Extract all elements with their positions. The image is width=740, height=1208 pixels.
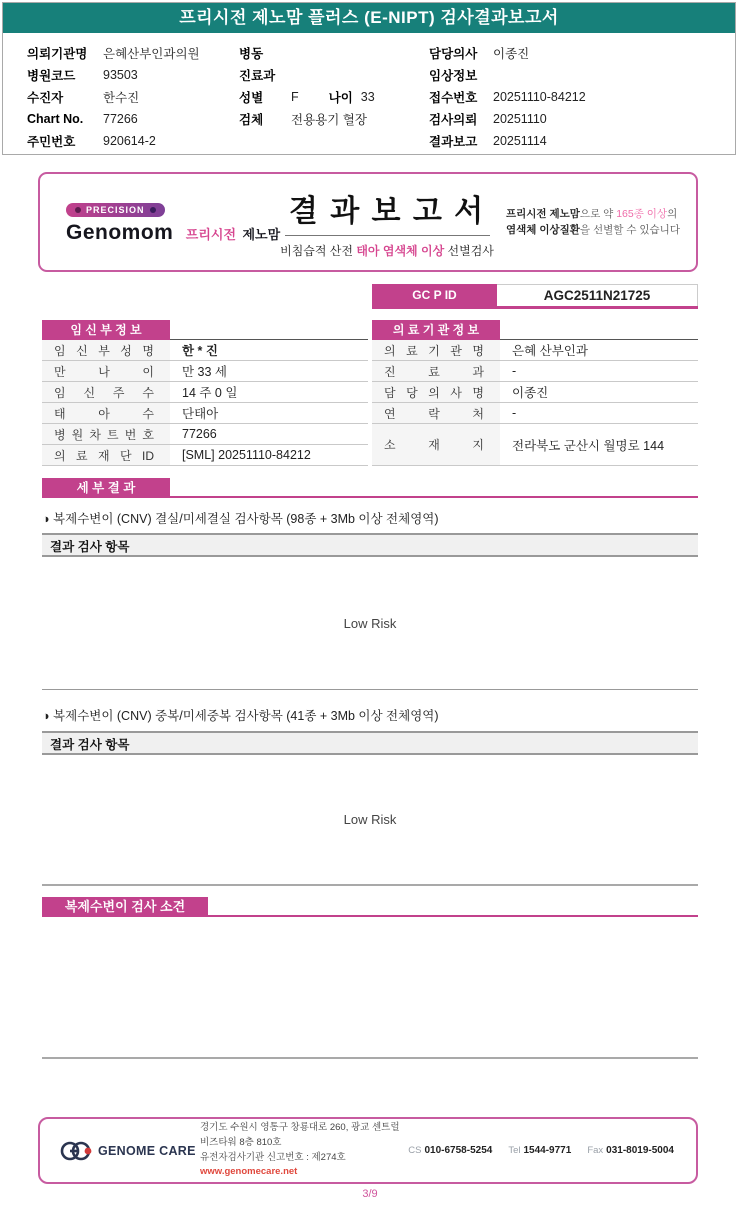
field-clinical-info: 임상정보 [429, 69, 478, 83]
cnv-duplication-heading: ◑ 복제수변이 (CNV) 중복/미세중복 검사항목 (41종 + 3Mb 이상 전체영역) [42, 709, 439, 723]
field-ward: 병동 [239, 47, 264, 61]
table-row: 소 재 지 전라북도 군산시 월명로 144 [372, 424, 698, 466]
table-row: 의 료 재 단 ID [SML] 20251110-84212 [42, 445, 368, 466]
field-chart-no: Chart No. 77266 [27, 112, 138, 126]
cnv-deletion-heading: ◑ 복제수변이 (CNV) 결실/미세결실 검사항목 (98종 + 3Mb 이상 전체영역) [42, 512, 439, 526]
brand-name: Genomom [66, 220, 174, 244]
field-request-date: 검사의뢰 20251110 [429, 112, 547, 127]
mother-table-header: 임 신 부 정 보 [42, 320, 368, 340]
field-doctor: 담당의사 이종진 [429, 47, 530, 61]
gcp-id-row [372, 284, 698, 309]
doc-subtitle: 비침습적 산전 태아 염색체 이상 선별검사 [280, 243, 494, 258]
result-report-header-box [38, 172, 698, 272]
patient-info-col2 [239, 42, 429, 152]
doc-title: 결 과 보 고 서 [288, 194, 486, 228]
table-row: 진 료 과 - [372, 361, 698, 382]
table-row: 의 료 기 관 명 은혜 산부인과 [372, 340, 698, 361]
genomom-logo [40, 200, 281, 245]
footer-address [200, 1121, 408, 1180]
risk-result-text: Low Risk [343, 812, 397, 827]
clinic-info-table [372, 320, 698, 466]
report-title-bar: 프리시전 제노맘 플러스 (E-NIPT) 검사결과보고서 [3, 3, 735, 33]
doc-title-block [268, 186, 506, 259]
precision-badge: PRECISION [66, 203, 165, 217]
detail-result-section-title: 세 부 결 과 [42, 478, 698, 498]
field-specimen: 검체 전용용기 혈장 [239, 113, 367, 127]
table-row: 태 아 수 단태아 [42, 403, 368, 424]
field-hospital-code: 병원코드 93503 [27, 68, 138, 83]
cnv-opinion-section-title: 복제수변이 검사 소견 [42, 897, 698, 917]
gcp-id-label: GC P ID [372, 284, 497, 306]
table-row: 임 신 부 성 명 한 * 진 [42, 340, 368, 361]
patient-info-grid [3, 33, 735, 152]
footer-box [38, 1117, 698, 1184]
info-tables [42, 320, 698, 466]
address-line-1: 경기도 수원시 영통구 창룡대로 260, 광교 센트럴비즈타워 8층 810호 [200, 1122, 400, 1148]
clinic-table-header: 의 료 기 관 정 보 [372, 320, 698, 340]
mother-info-table [42, 320, 368, 466]
patient-info-col1 [27, 42, 239, 152]
address-line-2: 유전자검사기관 신고번호 : 제274호 [200, 1151, 346, 1163]
title-underline [285, 235, 490, 236]
result-column-header: 결과 검사 항목 [42, 533, 698, 557]
website-link[interactable]: www.genomecare.net [200, 1166, 298, 1178]
section-end-divider [42, 1057, 698, 1059]
table-row: 담 당 의 사 명 이종진 [372, 382, 698, 403]
cnv-duplication-result [42, 755, 698, 886]
field-sex-age: 성별 F 나이 33 [239, 90, 375, 105]
risk-result-text: Low Risk [343, 615, 397, 631]
contact-fax: Fax 031-8019-5004 [587, 1145, 674, 1156]
footer-contacts [408, 1145, 696, 1156]
table-row: 만 나 이 만 33 세 [42, 361, 368, 382]
field-requesting-org: 의뢰기관명 은혜산부인과의원 [27, 47, 200, 61]
genomecare-logo: GENOME CARE [40, 1139, 200, 1163]
patient-header-box [2, 2, 736, 155]
badge-dot-icon [150, 207, 156, 213]
gcp-id-value: AGC2511N21725 [497, 284, 698, 306]
doc-tagline: 프리시전 제노맘으로 약 165종 이상의 염색체 이상질환을 선별할 수 있습니다 [506, 207, 680, 236]
table-row: 임 신 주 수 14 주 0 일 [42, 382, 368, 403]
field-patient-name: 수진자 한수진 [27, 91, 140, 105]
table-row: 연 락 처 - [372, 403, 698, 424]
brand-line: Genomom 프리시전 제노맘 [66, 220, 281, 244]
half-circle-bullet-icon: ◑ [42, 512, 50, 526]
result-column-header: 결과 검사 항목 [42, 731, 698, 755]
page-number: 3/9 [362, 1188, 378, 1200]
table-row: 병 원 차 트 번 호 77266 [42, 424, 368, 445]
contact-tel: Tel 1544-9771 [508, 1145, 572, 1156]
contact-cs: CS 010-6758-5254 [408, 1145, 493, 1156]
cnv-deletion-result [42, 557, 698, 690]
badge-dot-icon [75, 207, 81, 213]
field-department: 진료과 [239, 69, 276, 83]
genomecare-logo-icon [60, 1139, 92, 1163]
field-resident-no: 주민번호 920614-2 [27, 134, 156, 149]
half-circle-bullet-icon: ◑ [42, 709, 50, 723]
field-receipt-no: 접수번호 20251110-84212 [429, 90, 586, 105]
patient-info-col3 [429, 42, 735, 152]
field-report-date: 결과보고 20251114 [429, 134, 547, 149]
